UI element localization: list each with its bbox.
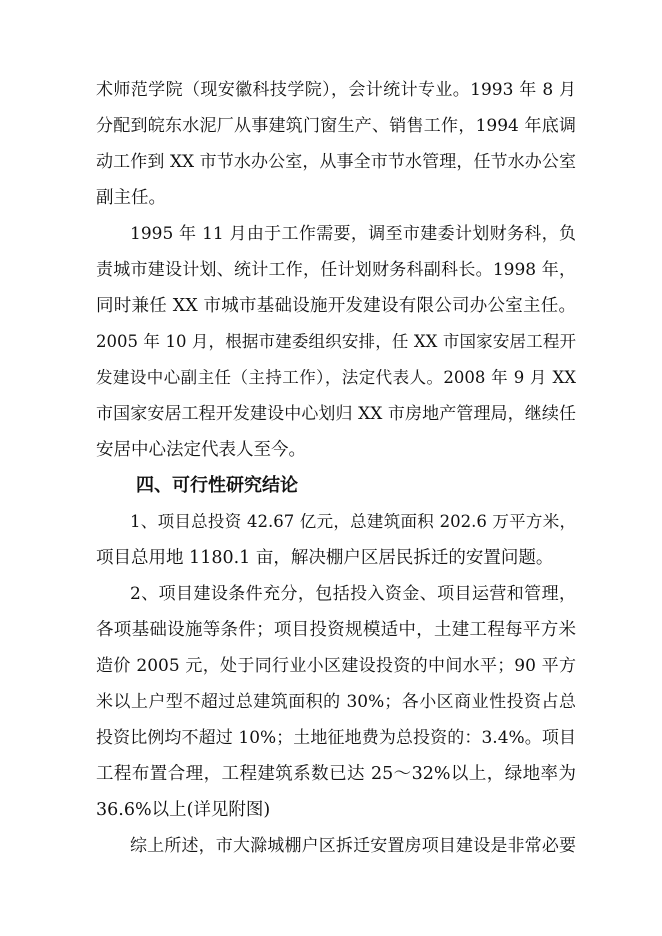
section-heading: 四、可行性研究结论 [136,475,298,496]
paragraph-2-line-6: 市国家安居工程开发建设中心划归 XX 市房地产管理局，继续任 [96,404,576,424]
paragraph-3-line-2: 项目总用地 1180.1 亩，解决棚户区居民拆迁的安置问题。 [96,548,554,568]
paragraph-2-line-2: 责城市建设计划、统计工作，任计划财务科副科长。1998 年， [96,260,576,280]
paragraph-2-line-5: 发建设中心副主任（主持工作），法定代表人。2008 年 9 月 XX [96,368,576,387]
paragraph-4-line-3: 造价 2005 元，处于同行业小区建设投资的中间水平；90 平方 [96,656,576,676]
paragraph-2-line-1: 1995 年 11 月由于工作需要，调至市建委计划财务科，负 [130,224,576,244]
paragraph-2-line-7: 安居中心法定代表人至今。 [96,440,306,460]
paragraph-1-line-3: 动工作到 XX 市节水办公室，从事全市节水管理，任节水办公室 [96,152,576,172]
paragraph-1-line-2: 分配到皖东水泥厂从事建筑门窗生产、销售工作，1994 年底调 [96,116,576,136]
paragraph-4-line-6: 工程布置合理，工程建筑系数已达 25～32%以上，绿地率为 [96,764,576,784]
paragraph-2-line-4: 2005 年 10 月，根据市建委组织安排，任 XX 市国家安居工程开 [96,332,576,351]
paragraph-1-line-4: 副主任。 [96,188,166,208]
paragraph-4-line-2: 各项基础设施等条件；项目投资规模适中，土建工程每平方米 [96,620,576,640]
paragraph-4-line-1: 2、项目建设条件充分，包括投入资金、项目运营和管理， [130,584,576,604]
paragraph-2-line-3: 同时兼任 XX 市城市基础设施开发建设有限公司办公室主任。 [96,296,576,316]
paragraph-4-line-5: 投资比例均不超过 10%；土地征地费为总投资的：3.4%。项目 [96,728,576,748]
paragraph-4-line-4: 米以上户型不超过总建筑面积的 30%；各小区商业性投资占总 [96,692,576,712]
paragraph-4-line-7: 36.6%以上(详见附图) [96,800,271,820]
paragraph-1-line-1: 术师范学院（现安徽科技学院），会计统计专业。1993 年 8 月 [96,80,576,100]
paragraph-3-line-1: 1、项目总投资 42.67 亿元，总建筑面积 202.6 万平方米， [130,512,576,531]
paragraph-5-line-1: 综上所述，市大滁城棚户区拆迁安置房项目建设是非常必要 [130,836,576,856]
